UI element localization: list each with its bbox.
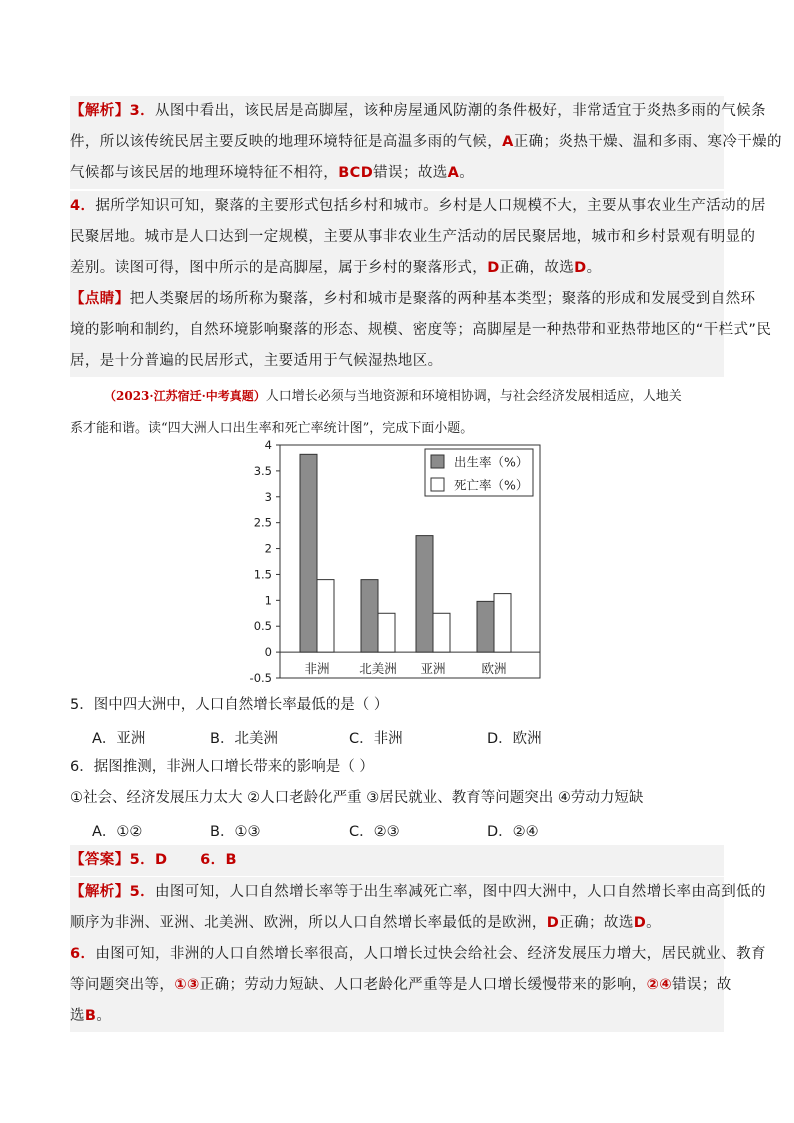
analysis-q4-line1: 4．据所学知识可知，聚落的主要形式包括乡村和城市。乡村是人口规模不大，主要从事农业生产活动的居	[70, 198, 766, 214]
death-rate-bar-3	[433, 613, 450, 652]
analysis-q3-line1: 【解析】3．从图中看出，该民居是高脚屋，该种房屋通风防潮的条件极好，非常适宜于炎热多雨的气候条	[70, 103, 766, 119]
question-intro-line1: （2023·江苏宿迁·中考真题）人口增长必须与当地资源和环境相协调，与社会经济发展相适应，人地关	[104, 389, 682, 404]
analysis-block	[70, 877, 766, 1032]
legend-label: 出生率（%）	[454, 454, 529, 470]
q6-option-d[interactable]: D．②④	[487, 824, 539, 840]
answer-line: 【答案】5．D 6．B	[70, 852, 237, 868]
y-tick-label: 2	[264, 541, 272, 556]
analysis-q4-block	[70, 191, 766, 284]
question-6: 6．据图推测，非洲人口增长带来的影响是（ ）	[70, 759, 374, 775]
birth-rate-bar-2	[361, 580, 378, 652]
question-6-items: ①社会、经济发展压力太大 ②人口老龄化严重 ③居民就业、教育等问题突出 ④劳动力短缺	[70, 790, 644, 806]
y-tick-label: 0.5	[253, 619, 272, 634]
q5-option-a[interactable]: A．亚洲	[92, 731, 146, 747]
analysis-line2: 顺序为非洲、亚洲、北美洲、欧洲，所以人口自然增长率最低的是欧洲，D正确；故选D。	[70, 915, 662, 931]
analysis-line3: 6．由图可知，非洲的人口自然增长率很高，人口增长过快会给社会、经济发展压力增大，居民就业、教育	[70, 946, 766, 962]
birth-rate-bar-4	[477, 601, 494, 652]
key-point-line1: 【点睛】把人类聚居的场所称为聚落，乡村和城市是聚落的两种基本类型；聚落的形成和发展受到自然环	[70, 291, 756, 307]
analysis-q3-line2: 件，所以该传统民居主要反映的地理环境特征是高温多雨的气候，A正确；炎热干燥、温和多雨、寒冷干燥的	[70, 134, 782, 150]
y-tick-label: 1	[264, 593, 272, 608]
birth-rate-bar-3	[416, 536, 433, 653]
q6-option-b[interactable]: B．①③	[210, 824, 261, 840]
y-tick-label: 3.5	[253, 463, 272, 478]
death-rate-bar-4	[494, 594, 511, 653]
y-tick-label: 2.5	[253, 515, 272, 530]
question-intro-line2: 系才能和谐。读“四大洲人口出生率和死亡率统计图”，完成下面小题。	[70, 421, 474, 436]
legend-swatch	[431, 478, 444, 491]
analysis-line5: 选B。	[70, 1008, 112, 1024]
analysis-q4-line3: 差别。读图可得，图中所示的是高脚屋，属于乡村的聚落形式，D正确，故选D。	[70, 260, 602, 276]
y-tick-label: -0.5	[250, 671, 272, 685]
death-rate-bar-2	[378, 613, 395, 652]
key-point-block	[70, 284, 772, 377]
y-tick-label: 1.5	[253, 567, 272, 582]
population-bar-chart	[250, 440, 550, 685]
key-point-line2: 境的影响和制约，自然环境影响聚落的形态、规模、密度等；高脚屋是一种热带和亚热带地区的“干栏式”民	[70, 322, 772, 338]
y-tick-label: 0	[264, 645, 272, 660]
answer-block	[70, 845, 724, 876]
legend-swatch	[431, 455, 444, 468]
analysis-line1: 【解析】5．由图可知，人口自然增长率等于出生率减死亡率，图中四大洲中，人口自然增长率由高到低的	[70, 884, 766, 900]
source-label: （2023·江苏宿迁·中考真题）	[104, 389, 266, 403]
analysis-line4: 等问题突出等，①③正确；劳动力短缺、人口老龄化严重等是人口增长缓慢带来的影响，②④错误；故	[70, 977, 732, 993]
legend-label: 死亡率（%）	[454, 477, 529, 493]
q5-option-c[interactable]: C．非洲	[349, 731, 403, 747]
q5-option-d[interactable]: D．欧洲	[487, 731, 542, 747]
q5-option-b[interactable]: B．北美洲	[210, 731, 278, 747]
death-rate-bar-1	[317, 580, 334, 652]
analysis-q3-block	[70, 96, 782, 189]
category-label: 非洲	[304, 661, 330, 676]
y-tick-label: 3	[264, 489, 272, 504]
question-intro	[70, 380, 724, 445]
key-point-line3: 居，是十分普遍的民居形式，主要适用于气候湿热地区。	[70, 353, 443, 369]
category-label: 亚洲	[420, 661, 446, 676]
category-label: 北美洲	[359, 661, 397, 676]
question-5: 5．图中四大洲中，人口自然增长率最低的是（ ）	[70, 697, 389, 713]
y-tick-label: 4	[264, 440, 272, 452]
analysis-q4-line2: 民聚居地。城市是人口达到一定规模，主要从事非农业生产活动的居民聚居地，城市和乡村景观有明显的	[70, 229, 756, 245]
analysis-q3-line3: 气候都与该民居的地理环境特征不相符，BCD错误；故选A。	[70, 165, 475, 181]
q6-option-a[interactable]: A．①②	[92, 824, 143, 840]
q6-option-c[interactable]: C．②③	[349, 824, 400, 840]
birth-rate-bar-1	[300, 454, 317, 652]
category-label: 欧洲	[481, 661, 507, 676]
